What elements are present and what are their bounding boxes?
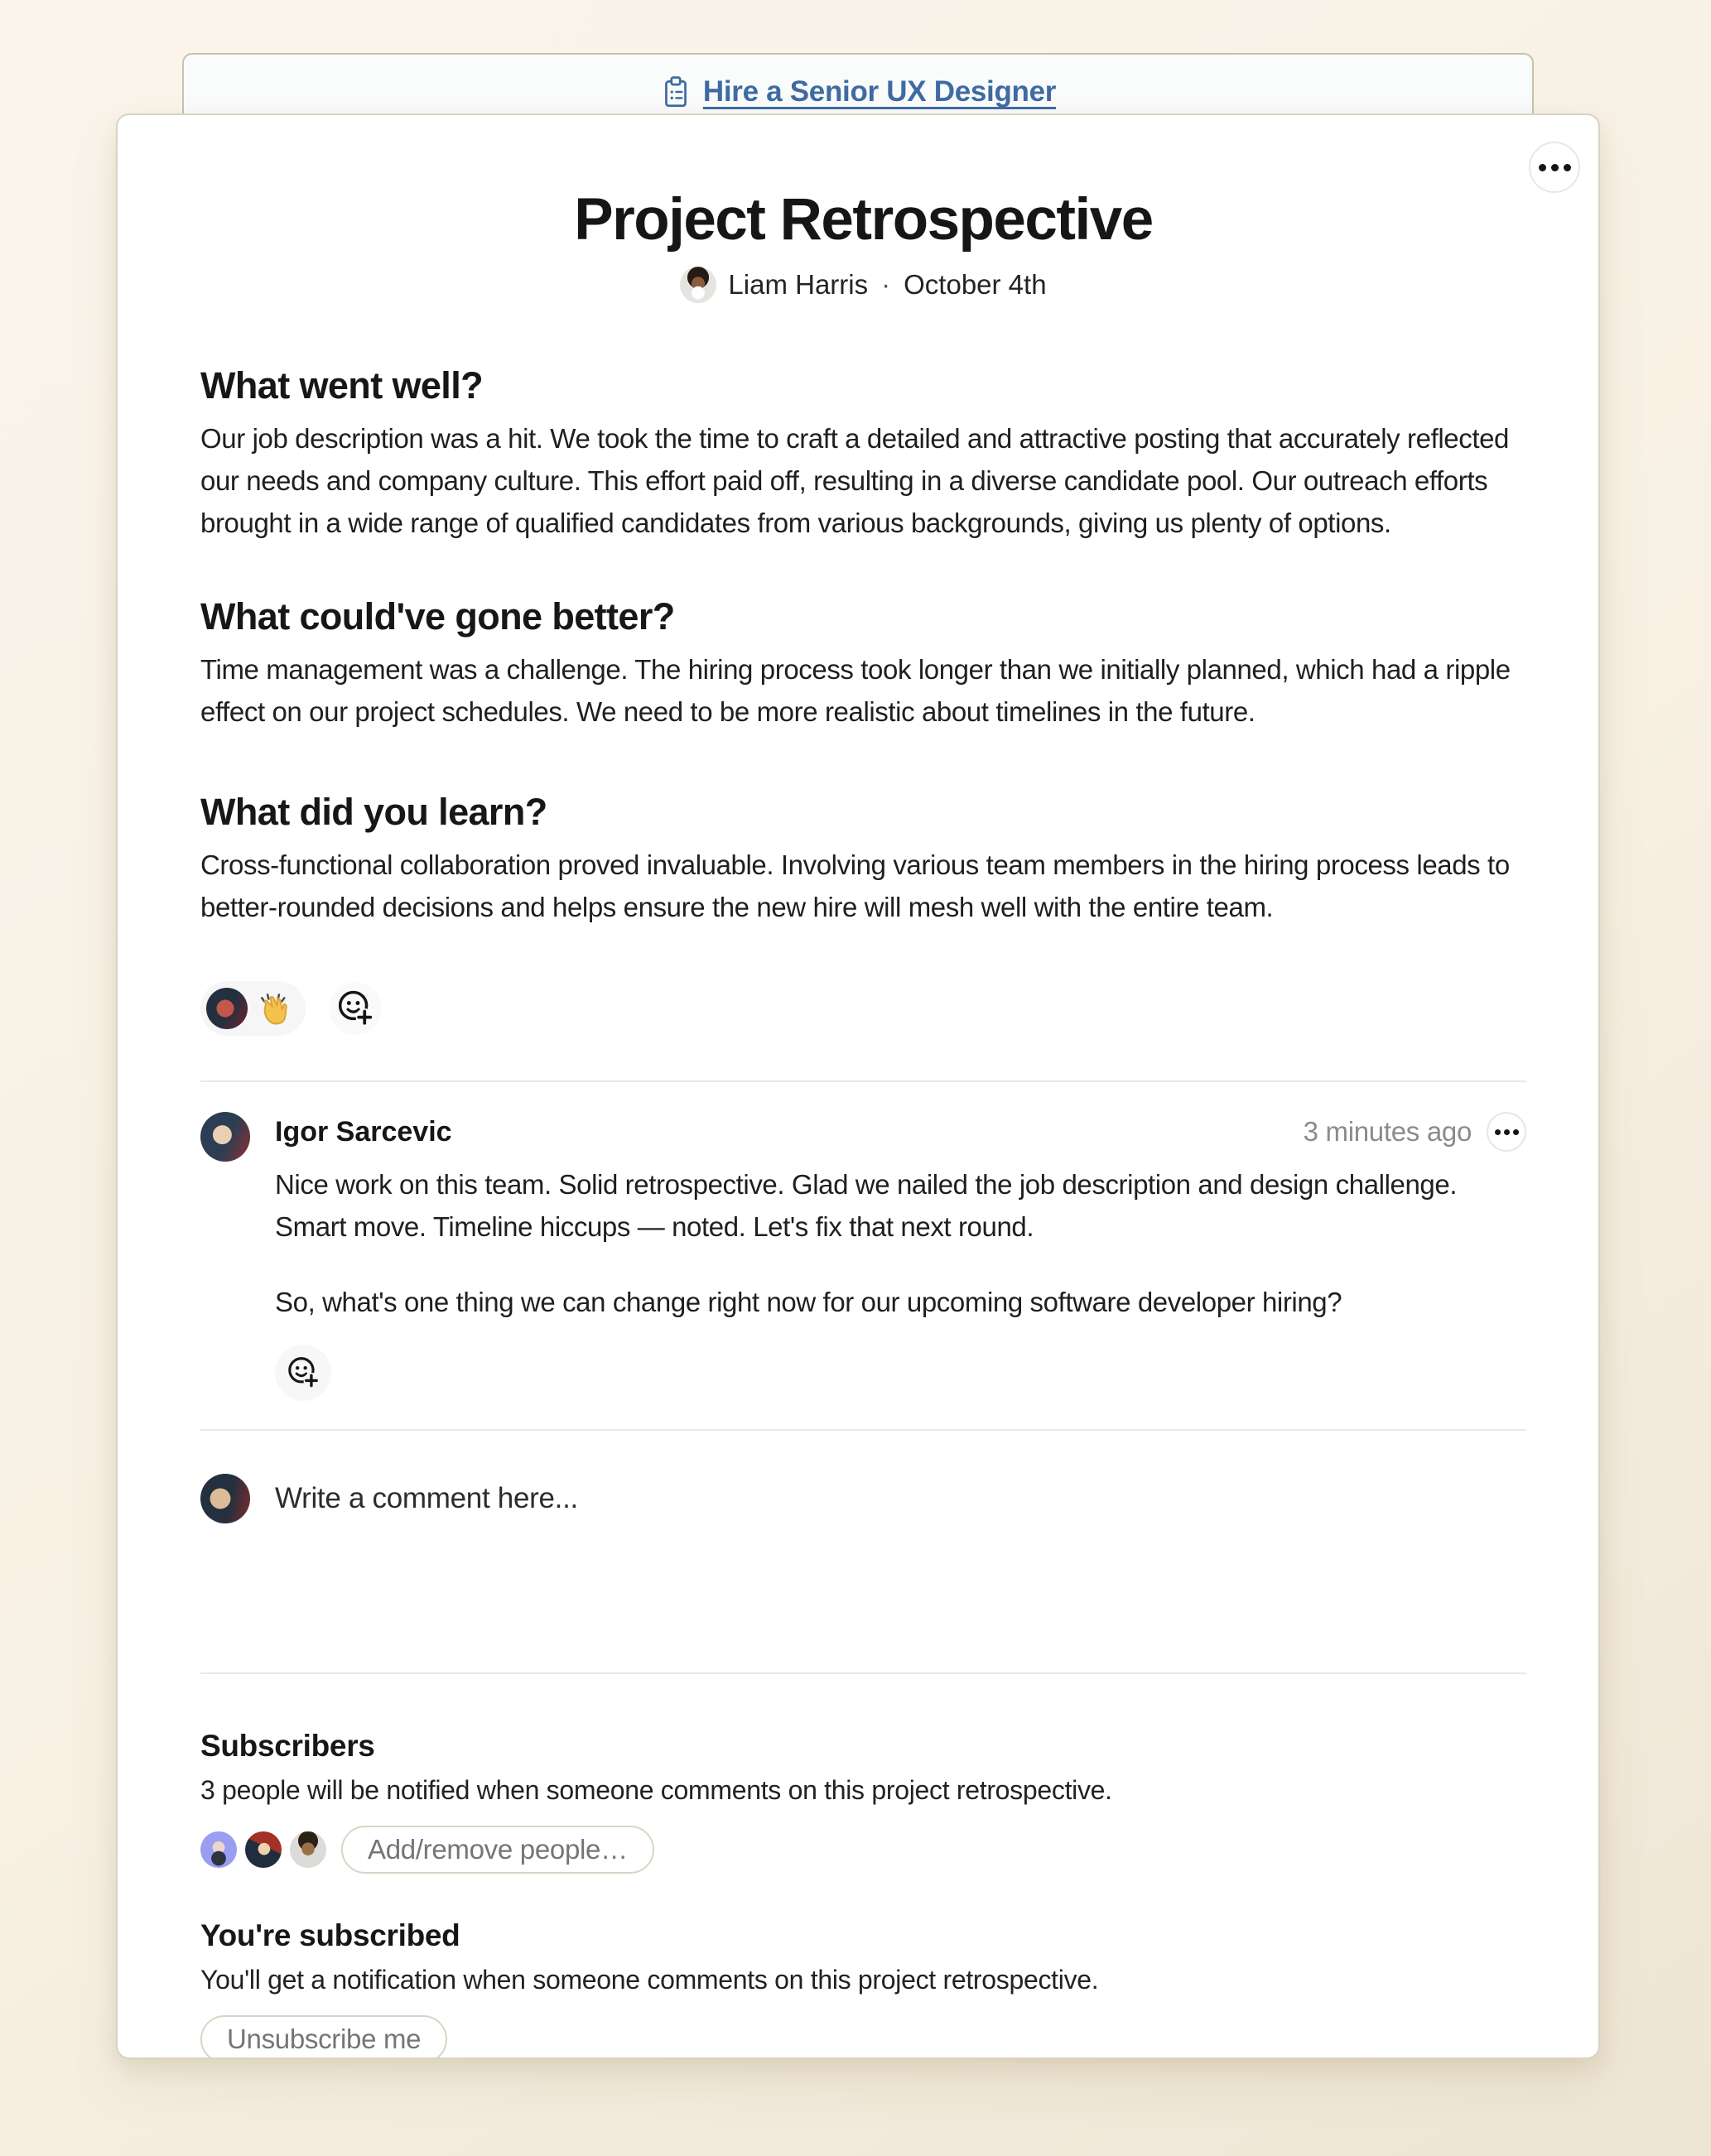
current-user-avatar	[200, 1474, 250, 1523]
add-remove-people-button[interactable]: Add/remove people…	[341, 1826, 654, 1874]
add-reaction-icon	[284, 1354, 322, 1392]
more-options-icon	[1539, 164, 1571, 171]
divider	[200, 1672, 1526, 1674]
commenter-name[interactable]: Igor Sarcevic	[275, 1115, 452, 1148]
divider	[200, 1429, 1526, 1431]
comment-paragraph: So, what's one thing we can change right now for our upcoming software developer hiring?	[275, 1287, 1342, 1317]
subscribers-row	[200, 1826, 1526, 1874]
comment-input[interactable]: Write a comment here...	[275, 1482, 578, 1514]
section-body-learn: Cross-functional collaboration proved invaluable. Involving various team members in the hiring process leads to better-rounded decisions and helps ensure the new hire will mesh well with the entire team.	[200, 849, 1510, 922]
banner-link-label: Hire a Senior UX Designer	[702, 75, 1057, 108]
subscription-description: You'll get a notification when someone comments on this project retrospective.	[200, 1965, 1099, 1995]
page-title: Project Retrospective	[574, 187, 1153, 253]
clap-emoji	[254, 989, 292, 1027]
document-card	[116, 113, 1600, 2059]
section-heading-went-well: What went well?	[200, 364, 484, 407]
author-avatar[interactable]	[680, 267, 716, 303]
comment-more-options-button[interactable]	[1487, 1112, 1526, 1152]
comment-paragraph: Nice work on this team. Solid retrospective. Glad we nailed the job description and design challenge. Smart move. Timeline hiccups — noted. Let's fix that next round.	[275, 1169, 1458, 1242]
byline	[200, 267, 1526, 303]
subscriber-avatar[interactable]	[245, 1831, 282, 1868]
post-date: October 4th	[904, 269, 1047, 300]
section-body-gone-better: Time management was a challenge. The hiring process took longer than we initially planned, which had a ripple effect on our project schedules. We need to be more realistic about timelines in the future.	[200, 654, 1511, 727]
comment-composer[interactable]	[200, 1474, 1526, 1672]
author-name[interactable]: Liam Harris	[728, 269, 869, 300]
unsubscribe-button[interactable]: Unsubscribe me	[200, 2015, 447, 2059]
section-heading-gone-better: What could've gone better?	[200, 595, 675, 638]
more-options-icon	[1495, 1129, 1519, 1135]
byline-separator: ·	[881, 269, 891, 300]
comment-timestamp: 3 minutes ago	[1303, 1116, 1472, 1147]
banner-project-link[interactable]	[660, 75, 1056, 109]
add-reaction-icon	[334, 987, 377, 1030]
comment	[200, 1112, 1526, 1401]
add-reaction-button[interactable]	[329, 982, 382, 1035]
reactions-row	[200, 981, 1526, 1036]
comment-add-reaction-button[interactable]	[275, 1345, 331, 1401]
subscribers-description: 3 people will be notified when someone comments on this project retrospective.	[200, 1775, 1112, 1805]
section-heading-learn: What did you learn?	[200, 791, 547, 833]
subscription-heading: You're subscribed	[200, 1918, 460, 1952]
subscriber-avatar[interactable]	[200, 1831, 237, 1868]
clipboard-icon	[660, 75, 692, 109]
divider	[200, 1080, 1526, 1082]
subscriber-avatar[interactable]	[290, 1831, 326, 1868]
document-more-options-button[interactable]	[1529, 142, 1580, 193]
reactor-avatar	[206, 988, 248, 1029]
section-body-went-well: Our job description was a hit. We took the time to craft a detailed and attractive posting that accurately reflected our needs and company culture. This effort paid off, resulting in a diverse candidate pool. Our outreach efforts brought in a wide range of qualified candidates from various backgrounds, giving us plenty of options.	[200, 423, 1510, 538]
commenter-avatar[interactable]	[200, 1112, 250, 1162]
clap-reaction-pill[interactable]	[200, 981, 306, 1036]
subscribers-heading: Subscribers	[200, 1729, 375, 1763]
